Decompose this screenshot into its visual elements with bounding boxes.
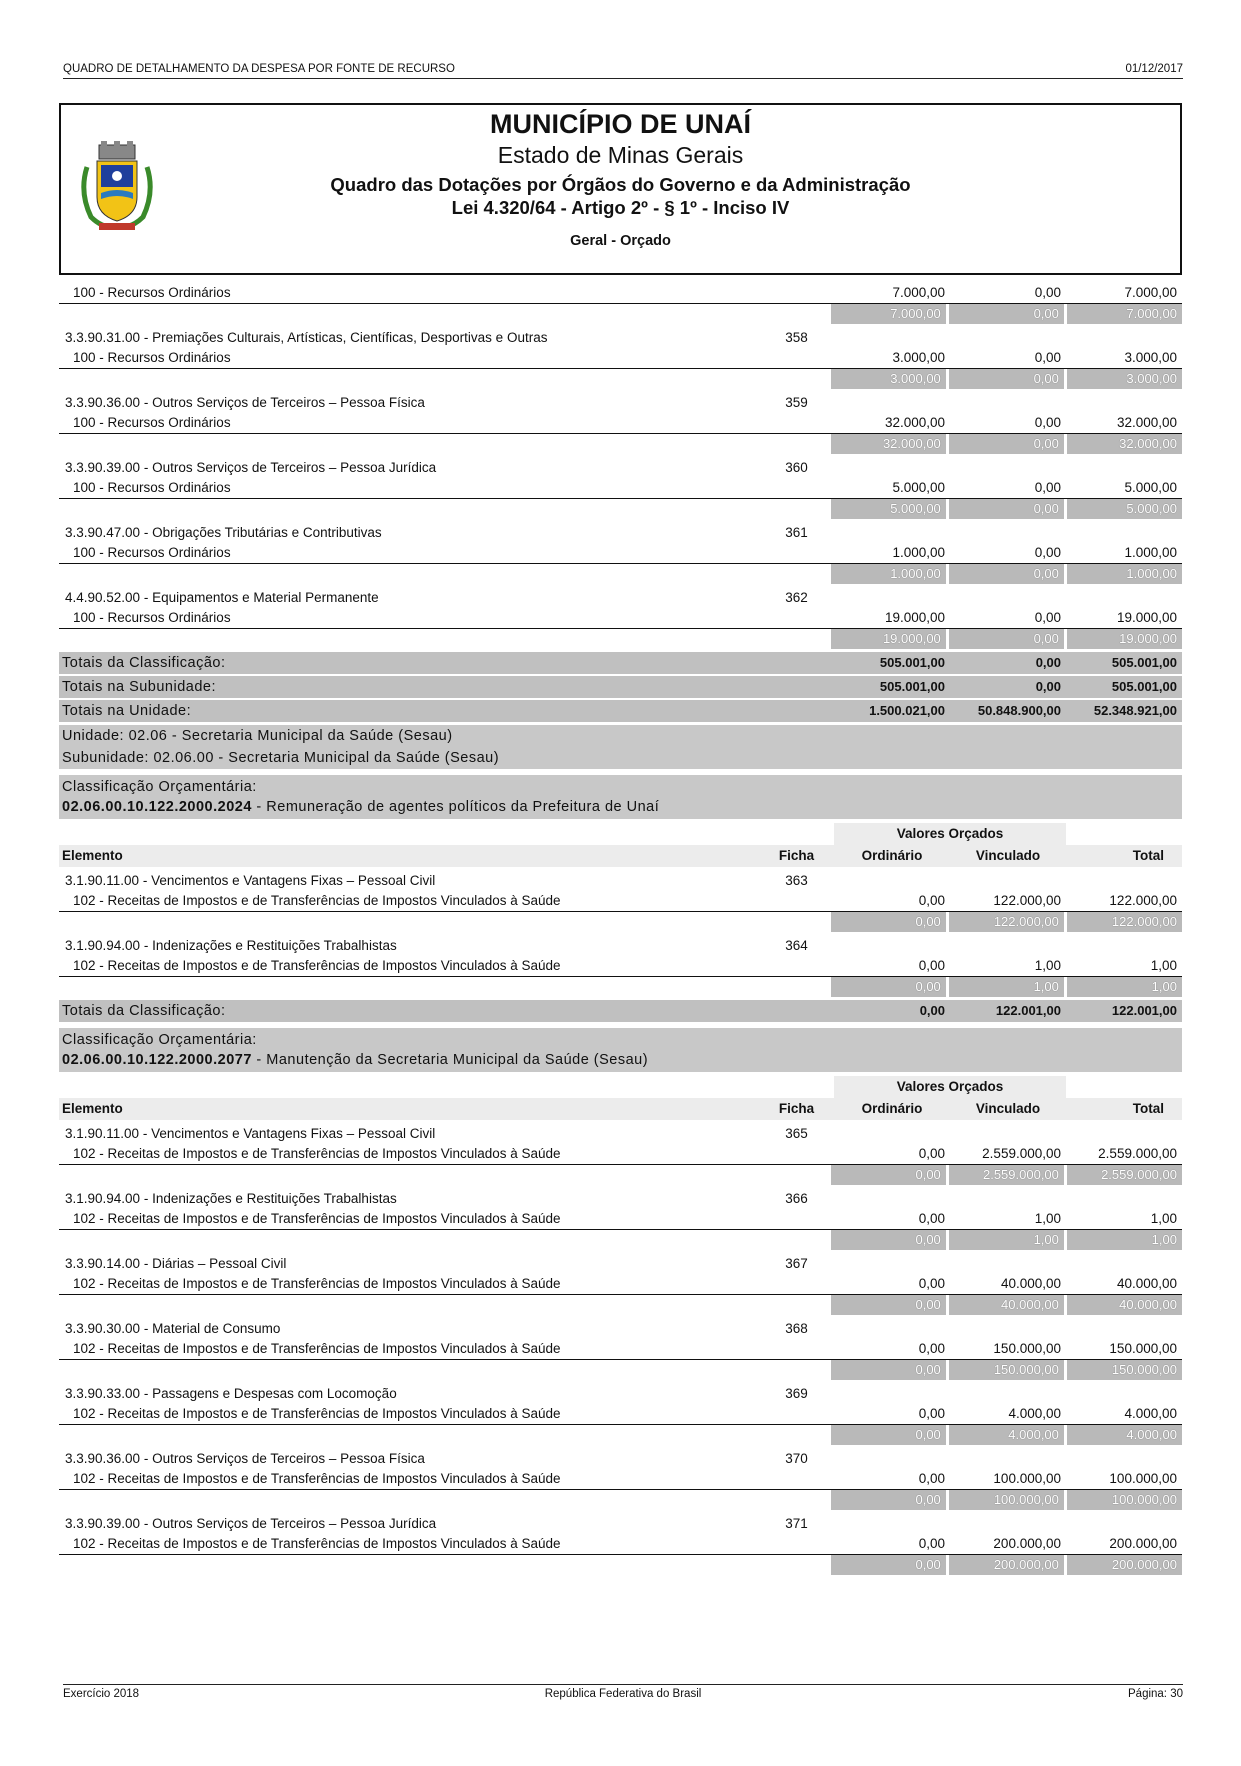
element-row	[59, 588, 1182, 608]
ordinario-value: 0,00	[918, 1211, 945, 1226]
totals-row	[59, 676, 1182, 698]
ficha-number: 366	[785, 1191, 808, 1206]
ordinario-value: 0,00	[918, 893, 945, 908]
totals-label: Totais na Unidade:	[62, 703, 192, 719]
subtotal-vinculado: 200.000,00	[949, 1555, 1064, 1575]
total-total: 122.001,00	[1111, 1003, 1177, 1018]
ficha-number: 360	[785, 460, 808, 475]
subtotal-row	[59, 1490, 1182, 1510]
unit-label: Unidade: 02.06 - Secretaria Municipal da Saúde (Sesau)	[62, 728, 453, 744]
total-value: 1,00	[1150, 1211, 1177, 1226]
total-value: 122.000,00	[1109, 893, 1177, 908]
budget-item	[59, 1250, 1182, 1315]
subtotal-ordinario: 0,00	[831, 1360, 946, 1380]
subtotal-ordinario: 0,00	[831, 1295, 946, 1315]
subtotal-ordinario: 1.000,00	[831, 564, 946, 584]
source-row	[59, 608, 1182, 629]
totals-label: Totais da Classificação:	[62, 655, 226, 671]
vinculado-value: 2.559.000,00	[982, 1146, 1061, 1161]
col-ficha: Ficha	[778, 1101, 815, 1116]
totals-vinculado: 0,00	[1035, 655, 1061, 670]
report-date: 01/12/2017	[1125, 63, 1183, 75]
element-row	[59, 1319, 1182, 1339]
subtotal-ordinario: 0,00	[831, 1165, 946, 1185]
subunit-band	[59, 747, 1182, 769]
source-row	[59, 543, 1182, 564]
col-total: Total	[1132, 848, 1164, 863]
subtotal-ordinario: 0,00	[831, 1230, 946, 1250]
subtotal-total: 19.000,00	[1067, 629, 1182, 649]
ordinario-value: 1.000,00	[892, 545, 945, 560]
totals-vinculado: 0,00	[1035, 679, 1061, 694]
subtotal-vinculado: 122.000,00	[949, 912, 1064, 932]
element-label: 3.1.90.94.00 - Indenizações e Restituições Trabalhistas	[65, 938, 397, 953]
subtotal-row	[59, 434, 1182, 454]
vinculado-value: 40.000,00	[1000, 1276, 1061, 1291]
budget-item	[59, 1120, 1182, 1185]
subtotal-total: 200.000,00	[1067, 1555, 1182, 1575]
budget-item	[59, 324, 1182, 389]
source-row	[59, 891, 1182, 912]
subtotal-total: 40.000,00	[1067, 1295, 1182, 1315]
element-label: 3.3.90.36.00 - Outros Serviços de Terceiros – Pessoa Física	[65, 1451, 425, 1466]
totals-total: 505.001,00	[1111, 655, 1177, 670]
budget-item	[59, 1445, 1182, 1510]
footer-country: República Federativa do Brasil	[544, 1688, 702, 1700]
budget-item	[59, 1315, 1182, 1380]
ficha-number: 367	[785, 1256, 808, 1271]
element-label: 3.1.90.11.00 - Vencimentos e Vantagens Fixas – Pessoal Civil	[65, 1126, 436, 1141]
totals-ordinario: 505.001,00	[879, 655, 945, 670]
classification-code	[59, 797, 1182, 817]
totals-total: 505.001,00	[1111, 679, 1177, 694]
subtotal-vinculado: 0,00	[949, 564, 1064, 584]
source-label: 102 - Receitas de Impostos e de Transferências de Impostos Vinculados à Saúde	[73, 1406, 561, 1421]
ficha-number: 364	[785, 938, 808, 953]
source-row	[59, 1534, 1182, 1555]
source-label: 102 - Receitas de Impostos e de Transferências de Impostos Vinculados à Saúde	[73, 893, 561, 908]
total-value: 19.000,00	[1116, 610, 1177, 625]
subtotal-row	[59, 304, 1182, 324]
subtotal-row	[59, 629, 1182, 649]
source-label: 100 - Recursos Ordinários	[73, 480, 231, 495]
col-ordinario: Ordinário	[861, 848, 923, 863]
col-total: Total	[1132, 1101, 1164, 1116]
vinculado-value: 150.000,00	[993, 1341, 1061, 1356]
source-label: 102 - Receitas de Impostos e de Transferências de Impostos Vinculados à Saúde	[73, 1211, 561, 1226]
class2-items	[59, 1120, 1182, 1575]
element-row	[59, 936, 1182, 956]
source-label: 100 - Recursos Ordinários	[73, 350, 231, 365]
subtotal-total: 7.000,00	[1067, 304, 1182, 324]
section1-totals	[59, 652, 1182, 722]
source-row	[59, 1469, 1182, 1490]
subtotal-ordinario: 0,00	[831, 977, 946, 997]
element-label: 3.1.90.11.00 - Vencimentos e Vantagens Fixas – Pessoal Civil	[65, 873, 436, 888]
unit-band	[59, 725, 1182, 747]
ordinario-value: 0,00	[918, 1341, 945, 1356]
ordinario-value: 0,00	[918, 1276, 945, 1291]
budget-item	[59, 1510, 1182, 1575]
ordinario-value: 7.000,00	[892, 285, 945, 300]
column-headers	[59, 845, 1182, 867]
subtotal-total: 1,00	[1067, 1230, 1182, 1250]
subtotal-row	[59, 564, 1182, 584]
source-label: 102 - Receitas de Impostos e de Transferências de Impostos Vinculados à Saúde	[73, 1276, 561, 1291]
subtotal-total: 4.000,00	[1067, 1425, 1182, 1445]
ordinario-value: 0,00	[918, 958, 945, 973]
subtotal-vinculado: 0,00	[949, 499, 1064, 519]
element-row	[59, 1124, 1182, 1144]
municipality-name: MUNICÍPIO DE UNAÍ	[489, 109, 751, 139]
classification-band	[59, 775, 1182, 819]
source-label: 100 - Recursos Ordinários	[73, 610, 231, 625]
element-row	[59, 328, 1182, 348]
classification-label: Classificação Orçamentária:	[62, 1032, 257, 1048]
subtotal-total: 1.000,00	[1067, 564, 1182, 584]
vinculado-value: 1,00	[1034, 1211, 1061, 1226]
ficha-number: 359	[785, 395, 808, 410]
subtotal-vinculado: 4.000,00	[949, 1425, 1064, 1445]
subtotal-row	[59, 1165, 1182, 1185]
element-row	[59, 1514, 1182, 1534]
budget-item	[59, 519, 1182, 584]
ficha-number: 368	[785, 1321, 808, 1336]
element-label: 3.3.90.14.00 - Diárias – Pessoal Civil	[65, 1256, 287, 1271]
ficha-number: 369	[785, 1386, 808, 1401]
subtotal-total: 32.000,00	[1067, 434, 1182, 454]
source-row	[59, 1404, 1182, 1425]
element-row	[59, 871, 1182, 891]
subtotal-vinculado: 1,00	[949, 1230, 1064, 1250]
ordinario-value: 32.000,00	[884, 415, 945, 430]
total-value: 200.000,00	[1109, 1536, 1177, 1551]
subtotal-row	[59, 1425, 1182, 1445]
budget-item	[59, 867, 1182, 932]
subtotal-vinculado: 0,00	[949, 304, 1064, 324]
vinculado-value: 122.000,00	[993, 893, 1061, 908]
col-vinculado: Vinculado	[975, 848, 1041, 863]
values-header	[59, 823, 1182, 845]
element-label: 4.4.90.52.00 - Equipamentos e Material Permanente	[65, 590, 379, 605]
vinculado-value: 0,00	[1034, 545, 1061, 560]
vinculado-value: 200.000,00	[993, 1536, 1061, 1551]
classification-description: - Manutenção da Secretaria Municipal da Saúde (Sesau)	[251, 1052, 649, 1068]
budget-item	[59, 1380, 1182, 1445]
element-label: 3.3.90.33.00 - Passagens e Despesas com Locomoção	[65, 1386, 397, 1401]
totals-vinculado: 50.848.900,00	[977, 703, 1061, 718]
source-label: 102 - Receitas de Impostos e de Transferências de Impostos Vinculados à Saúde	[73, 1471, 561, 1486]
source-row	[59, 1274, 1182, 1295]
subtotal-ordinario: 0,00	[831, 912, 946, 932]
subtotal-row	[59, 1230, 1182, 1250]
subtotal-total: 5.000,00	[1067, 499, 1182, 519]
total-value: 150.000,00	[1109, 1341, 1177, 1356]
subtotal-ordinario: 0,00	[831, 1490, 946, 1510]
subtotal-total: 100.000,00	[1067, 1490, 1182, 1510]
element-label: 3.1.90.94.00 - Indenizações e Restituições Trabalhistas	[65, 1191, 397, 1206]
classification-code	[59, 1050, 1182, 1070]
element-label: 3.3.90.36.00 - Outros Serviços de Terceiros – Pessoa Física	[65, 395, 425, 410]
total-value: 1,00	[1150, 958, 1177, 973]
total-value: 100.000,00	[1109, 1471, 1177, 1486]
ficha-number: 370	[785, 1451, 808, 1466]
subtotal-ordinario: 0,00	[831, 1425, 946, 1445]
vinculado-value: 1,00	[1034, 958, 1061, 973]
subtotal-ordinario: 5.000,00	[831, 499, 946, 519]
source-label: 100 - Recursos Ordinários	[73, 285, 231, 300]
ordinario-value: 0,00	[918, 1146, 945, 1161]
vinculado-value: 0,00	[1034, 415, 1061, 430]
ordinario-value: 0,00	[918, 1471, 945, 1486]
total-value: 1.000,00	[1124, 545, 1177, 560]
element-label: 3.3.90.39.00 - Outros Serviços de Terceiros – Pessoa Jurídica	[65, 1516, 437, 1531]
total-value: 40.000,00	[1116, 1276, 1177, 1291]
vinculado-value: 0,00	[1034, 480, 1061, 495]
element-row	[59, 393, 1182, 413]
source-row	[59, 478, 1182, 499]
source-row	[59, 283, 1182, 304]
ordinario-value: 3.000,00	[892, 350, 945, 365]
ficha-number: 371	[785, 1516, 808, 1531]
classification-code-number: 02.06.00.10.122.2000.2024	[62, 799, 252, 815]
element-label: 3.3.90.30.00 - Material de Consumo	[65, 1321, 281, 1336]
ficha-number: 362	[785, 590, 808, 605]
classification-code-number: 02.06.00.10.122.2000.2077	[62, 1052, 252, 1068]
ficha-number: 363	[785, 873, 808, 888]
total-label: Totais da Classificação:	[62, 1003, 226, 1019]
total-value: 2.559.000,00	[1098, 1146, 1177, 1161]
col-ficha: Ficha	[778, 848, 815, 863]
law-reference: Lei 4.320/64 - Artigo 2º - § 1º - Inciso IV	[451, 197, 790, 218]
total-value: 3.000,00	[1124, 350, 1177, 365]
source-label: 100 - Recursos Ordinários	[73, 545, 231, 560]
totals-label: Totais na Subunidade:	[62, 679, 216, 695]
section1-items	[59, 324, 1182, 649]
budget-item	[59, 1185, 1182, 1250]
subtotal-total: 150.000,00	[1067, 1360, 1182, 1380]
budget-item	[59, 454, 1182, 519]
state-name: Estado de Minas Gerais	[497, 142, 744, 168]
subtotal-row	[59, 499, 1182, 519]
element-row	[59, 1189, 1182, 1209]
vinculado-value: 100.000,00	[993, 1471, 1061, 1486]
budget-item	[59, 932, 1182, 997]
footer-page-number: Página: 30	[1128, 1688, 1183, 1700]
values-header-label: Valores Orçados	[834, 823, 1066, 845]
element-row	[59, 458, 1182, 478]
ordinario-value: 5.000,00	[892, 480, 945, 495]
totals-ordinario: 1.500.021,00	[869, 703, 945, 718]
footer-exercise: Exercício 2018	[63, 1688, 140, 1700]
page-footer	[63, 1684, 1183, 1700]
budget-item	[59, 389, 1182, 454]
totals-row	[59, 700, 1182, 722]
report-title: Quadro das Dotações por Órgãos do Governo e da Administração	[330, 174, 911, 195]
subtotal-row	[59, 912, 1182, 932]
subtotal-total: 122.000,00	[1067, 912, 1182, 932]
subtotal-total: 3.000,00	[1067, 369, 1182, 389]
element-label: 3.3.90.39.00 - Outros Serviços de Terceiros – Pessoa Jurídica	[65, 460, 437, 475]
totals-row	[59, 652, 1182, 674]
source-label: 100 - Recursos Ordinários	[73, 415, 231, 430]
ordinario-value: 0,00	[918, 1536, 945, 1551]
subtotal-vinculado: 0,00	[949, 434, 1064, 454]
subtotal-vinculado: 1,00	[949, 977, 1064, 997]
subtotal-row	[59, 369, 1182, 389]
source-row	[59, 1144, 1182, 1165]
classification-description: - Remuneração de agentes políticos da Prefeitura de Unaí	[251, 799, 660, 815]
ordinario-value: 0,00	[918, 1406, 945, 1421]
source-row	[59, 1209, 1182, 1230]
values-header-label: Valores Orçados	[834, 1076, 1066, 1098]
subtotal-vinculado: 0,00	[949, 369, 1064, 389]
vinculado-value: 0,00	[1034, 610, 1061, 625]
report-type: QUADRO DE DETALHAMENTO DA DESPESA POR FONTE DE RECURSO	[63, 63, 455, 75]
vinculado-value: 0,00	[1034, 350, 1061, 365]
element-row	[59, 1384, 1182, 1404]
source-label: 102 - Receitas de Impostos e de Transferências de Impostos Vinculados à Saúde	[73, 958, 561, 973]
element-row	[59, 523, 1182, 543]
totals-ordinario: 505.001,00	[879, 679, 945, 694]
source-row	[59, 956, 1182, 977]
element-label: 3.3.90.47.00 - Obrigações Tributárias e Contributivas	[65, 525, 382, 540]
total-value: 32.000,00	[1116, 415, 1177, 430]
source-label: 102 - Receitas de Impostos e de Transferências de Impostos Vinculados à Saúde	[73, 1536, 561, 1551]
subtotal-vinculado: 100.000,00	[949, 1490, 1064, 1510]
ordinario-value: 19.000,00	[884, 610, 945, 625]
classification-band	[59, 1028, 1182, 1072]
vinculado-value: 4.000,00	[1008, 1406, 1061, 1421]
total-value: 7.000,00	[1124, 285, 1177, 300]
subtotal-ordinario: 0,00	[831, 1555, 946, 1575]
element-label: 3.3.90.31.00 - Premiações Culturais, Artísticas, Científicas, Desportivas e Outras	[65, 330, 548, 345]
subtotal-total: 1,00	[1067, 977, 1182, 997]
subtotal-vinculado: 2.559.000,00	[949, 1165, 1064, 1185]
subtotal-vinculado: 0,00	[949, 629, 1064, 649]
classification-total-row	[59, 1000, 1182, 1022]
subtotal-ordinario: 19.000,00	[831, 629, 946, 649]
ficha-number: 365	[785, 1126, 808, 1141]
class1-items	[59, 867, 1182, 997]
subtotal-ordinario: 32.000,00	[831, 434, 946, 454]
element-row	[59, 1254, 1182, 1274]
municipal-crest-icon	[77, 137, 157, 235]
source-row	[59, 348, 1182, 369]
subtotal-vinculado: 40.000,00	[949, 1295, 1064, 1315]
total-ordinario: 0,00	[919, 1003, 945, 1018]
col-vinculado: Vinculado	[975, 1101, 1041, 1116]
subtotal-row	[59, 1360, 1182, 1380]
subtotal-row	[59, 1295, 1182, 1315]
col-elemento: Elemento	[62, 1101, 123, 1116]
top-header-line	[63, 63, 1183, 79]
col-elemento: Elemento	[62, 848, 123, 863]
subunit-label: Subunidade: 02.06.00 - Secretaria Municipal da Saúde (Sesau)	[62, 750, 500, 766]
element-row	[59, 1449, 1182, 1469]
subtotal-vinculado: 150.000,00	[949, 1360, 1064, 1380]
totals-total: 52.348.921,00	[1093, 703, 1177, 718]
total-value: 5.000,00	[1124, 480, 1177, 495]
source-label: 102 - Receitas de Impostos e de Transferências de Impostos Vinculados à Saúde	[73, 1341, 561, 1356]
subtotal-row	[59, 977, 1182, 997]
subtotal-row	[59, 1555, 1182, 1575]
subtotal-total: 2.559.000,00	[1067, 1165, 1182, 1185]
report-body	[59, 283, 1182, 1575]
report-scope: Geral - Orçado	[570, 233, 671, 249]
total-vinculado: 122.001,00	[995, 1003, 1061, 1018]
source-row	[59, 1339, 1182, 1360]
values-header	[59, 1076, 1182, 1098]
column-headers	[59, 1098, 1182, 1120]
col-ordinario: Ordinário	[861, 1101, 923, 1116]
budget-item	[59, 584, 1182, 649]
total-value: 4.000,00	[1124, 1406, 1177, 1421]
source-label: 102 - Receitas de Impostos e de Transferências de Impostos Vinculados à Saúde	[73, 1146, 561, 1161]
vinculado-value: 0,00	[1034, 285, 1061, 300]
subtotal-ordinario: 7.000,00	[831, 304, 946, 324]
ficha-number: 361	[785, 525, 808, 540]
subtotal-ordinario: 3.000,00	[831, 369, 946, 389]
header-box	[59, 103, 1182, 275]
source-row	[59, 413, 1182, 434]
classification-label: Classificação Orçamentária:	[62, 779, 257, 795]
ficha-number: 358	[785, 330, 808, 345]
